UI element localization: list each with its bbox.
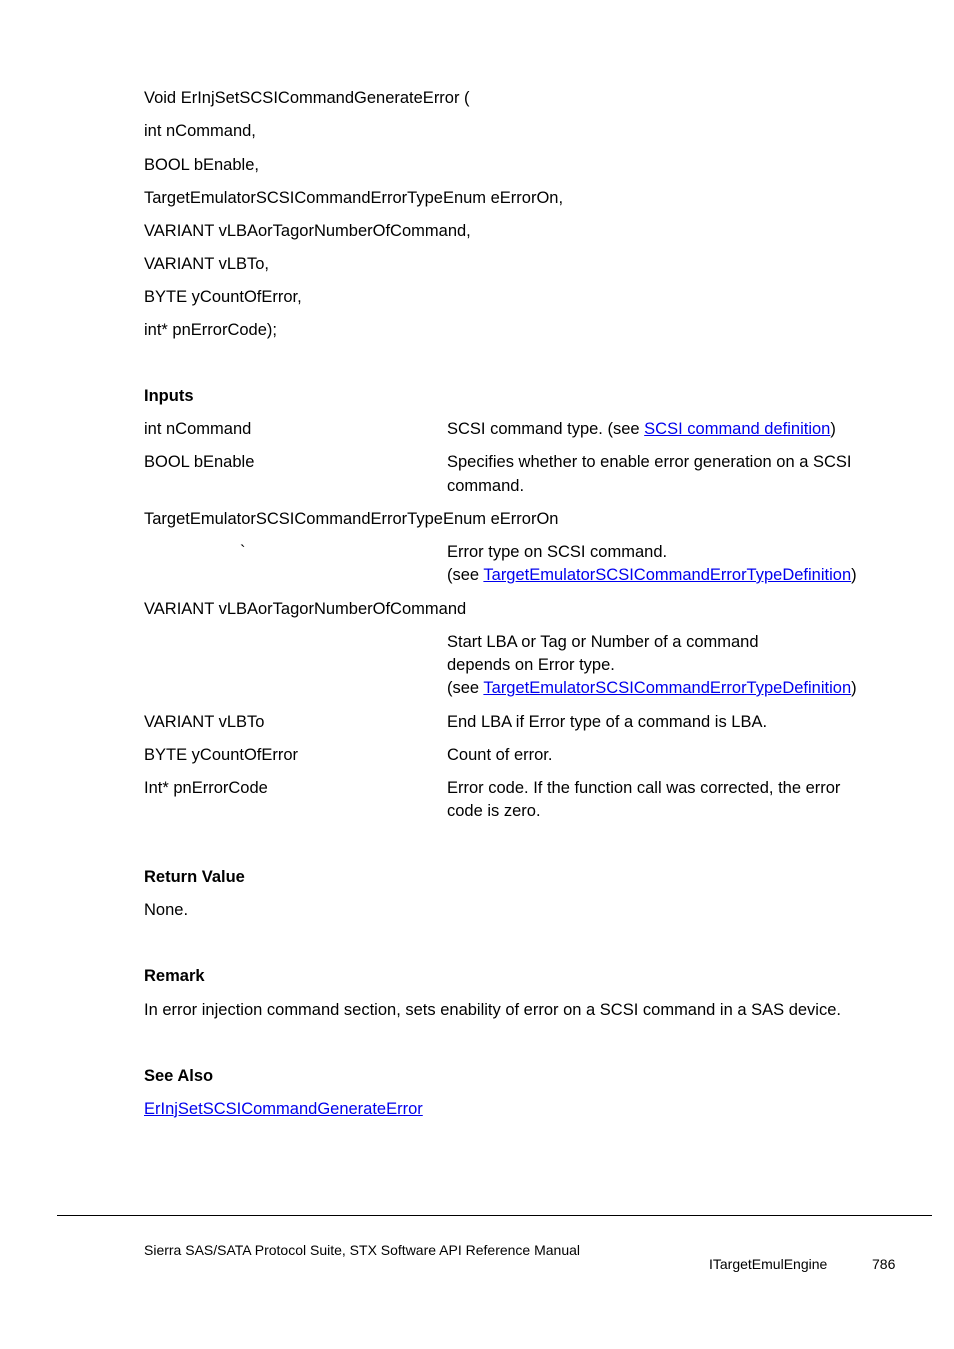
param-name-pnerrorcode: Int* pnErrorCode bbox=[144, 779, 268, 797]
desc-text: ) bbox=[851, 566, 857, 584]
param-name-ycountoferror: BYTE yCountOfError bbox=[144, 746, 299, 764]
return-value-text: None. bbox=[144, 901, 189, 919]
param-name-ncommand: int nCommand bbox=[144, 420, 252, 438]
param-desc-benable-line2: command. bbox=[447, 477, 525, 495]
param-desc-vlbaortag-line1: Start LBA or Tag or Number of a command bbox=[447, 633, 759, 651]
signature-line: VARIANT vLBTo, bbox=[144, 255, 270, 273]
signature-line: int nCommand, bbox=[144, 122, 256, 140]
signature-line: VARIANT vLBAorTagorNumberOfCommand, bbox=[144, 222, 471, 240]
param-desc-pnerrorcode-line1: Error code. If the function call was corrected, the error bbox=[447, 779, 841, 797]
footer-page-number: 786 bbox=[872, 1256, 896, 1272]
scsi-command-definition-link[interactable]: SCSI command definition bbox=[644, 420, 831, 438]
remark-heading: Remark bbox=[144, 967, 205, 985]
param-name-vlbto: VARIANT vLBTo bbox=[144, 713, 265, 731]
desc-text: ) bbox=[851, 679, 857, 697]
param-name-vlbaortag: VARIANT vLBAorTagorNumberOfCommand bbox=[144, 600, 467, 618]
param-desc-benable-line1: Specifies whether to enable error generation on a SCSI bbox=[447, 453, 852, 471]
signature-line: Void ErInjSetSCSICommandGenerateError ( bbox=[144, 89, 470, 107]
param-desc-ycountoferror: Count of error. bbox=[447, 746, 553, 764]
param-desc-vlbaortag-line2: depends on Error type. bbox=[447, 656, 615, 674]
param-name-eerroron: TargetEmulatorSCSICommandErrorTypeEnum eErrorOn bbox=[144, 510, 559, 528]
param-desc-eerroron-line2 bbox=[447, 564, 857, 587]
desc-text: ) bbox=[830, 420, 836, 438]
desc-text: (see bbox=[447, 566, 484, 584]
footer-divider bbox=[57, 1215, 932, 1216]
param-desc-ncommand bbox=[447, 418, 836, 441]
param-name-benable: BOOL bEnable bbox=[144, 453, 255, 471]
backtick-mark: ` bbox=[240, 543, 246, 561]
error-type-definition-link[interactable]: TargetEmulatorSCSICommandErrorTypeDefinition bbox=[483, 679, 852, 697]
remark-text: In error injection command section, sets enability of error on a SCSI command in a SAS device. bbox=[144, 1001, 841, 1019]
signature-line: TargetEmulatorSCSICommandErrorTypeEnum eErrorOn, bbox=[144, 189, 564, 207]
param-desc-vlbto: End LBA if Error type of a command is LBA. bbox=[447, 713, 768, 731]
error-type-definition-link[interactable]: TargetEmulatorSCSICommandErrorTypeDefinition bbox=[483, 566, 852, 584]
footer-manual-title: Sierra SAS/SATA Protocol Suite, STX Software API Reference Manual bbox=[144, 1242, 581, 1258]
signature-line: int* pnErrorCode); bbox=[144, 321, 277, 339]
param-desc-pnerrorcode-line2: code is zero. bbox=[447, 802, 541, 820]
param-desc-vlbaortag-line3 bbox=[447, 677, 857, 700]
inputs-heading: Inputs bbox=[144, 387, 194, 405]
signature-line: BYTE yCountOfError, bbox=[144, 288, 302, 306]
footer-section: ITargetEmulEngine bbox=[709, 1256, 828, 1272]
signature-line: BOOL bEnable, bbox=[144, 156, 259, 174]
desc-text: SCSI command type. (see bbox=[447, 420, 645, 438]
return-value-heading: Return Value bbox=[144, 868, 245, 886]
see-also-link[interactable]: ErInjSetSCSICommandGenerateError bbox=[144, 1100, 423, 1118]
param-desc-eerroron-line1: Error type on SCSI command. bbox=[447, 543, 668, 561]
see-also-heading: See Also bbox=[144, 1067, 214, 1085]
desc-text: (see bbox=[447, 679, 484, 697]
